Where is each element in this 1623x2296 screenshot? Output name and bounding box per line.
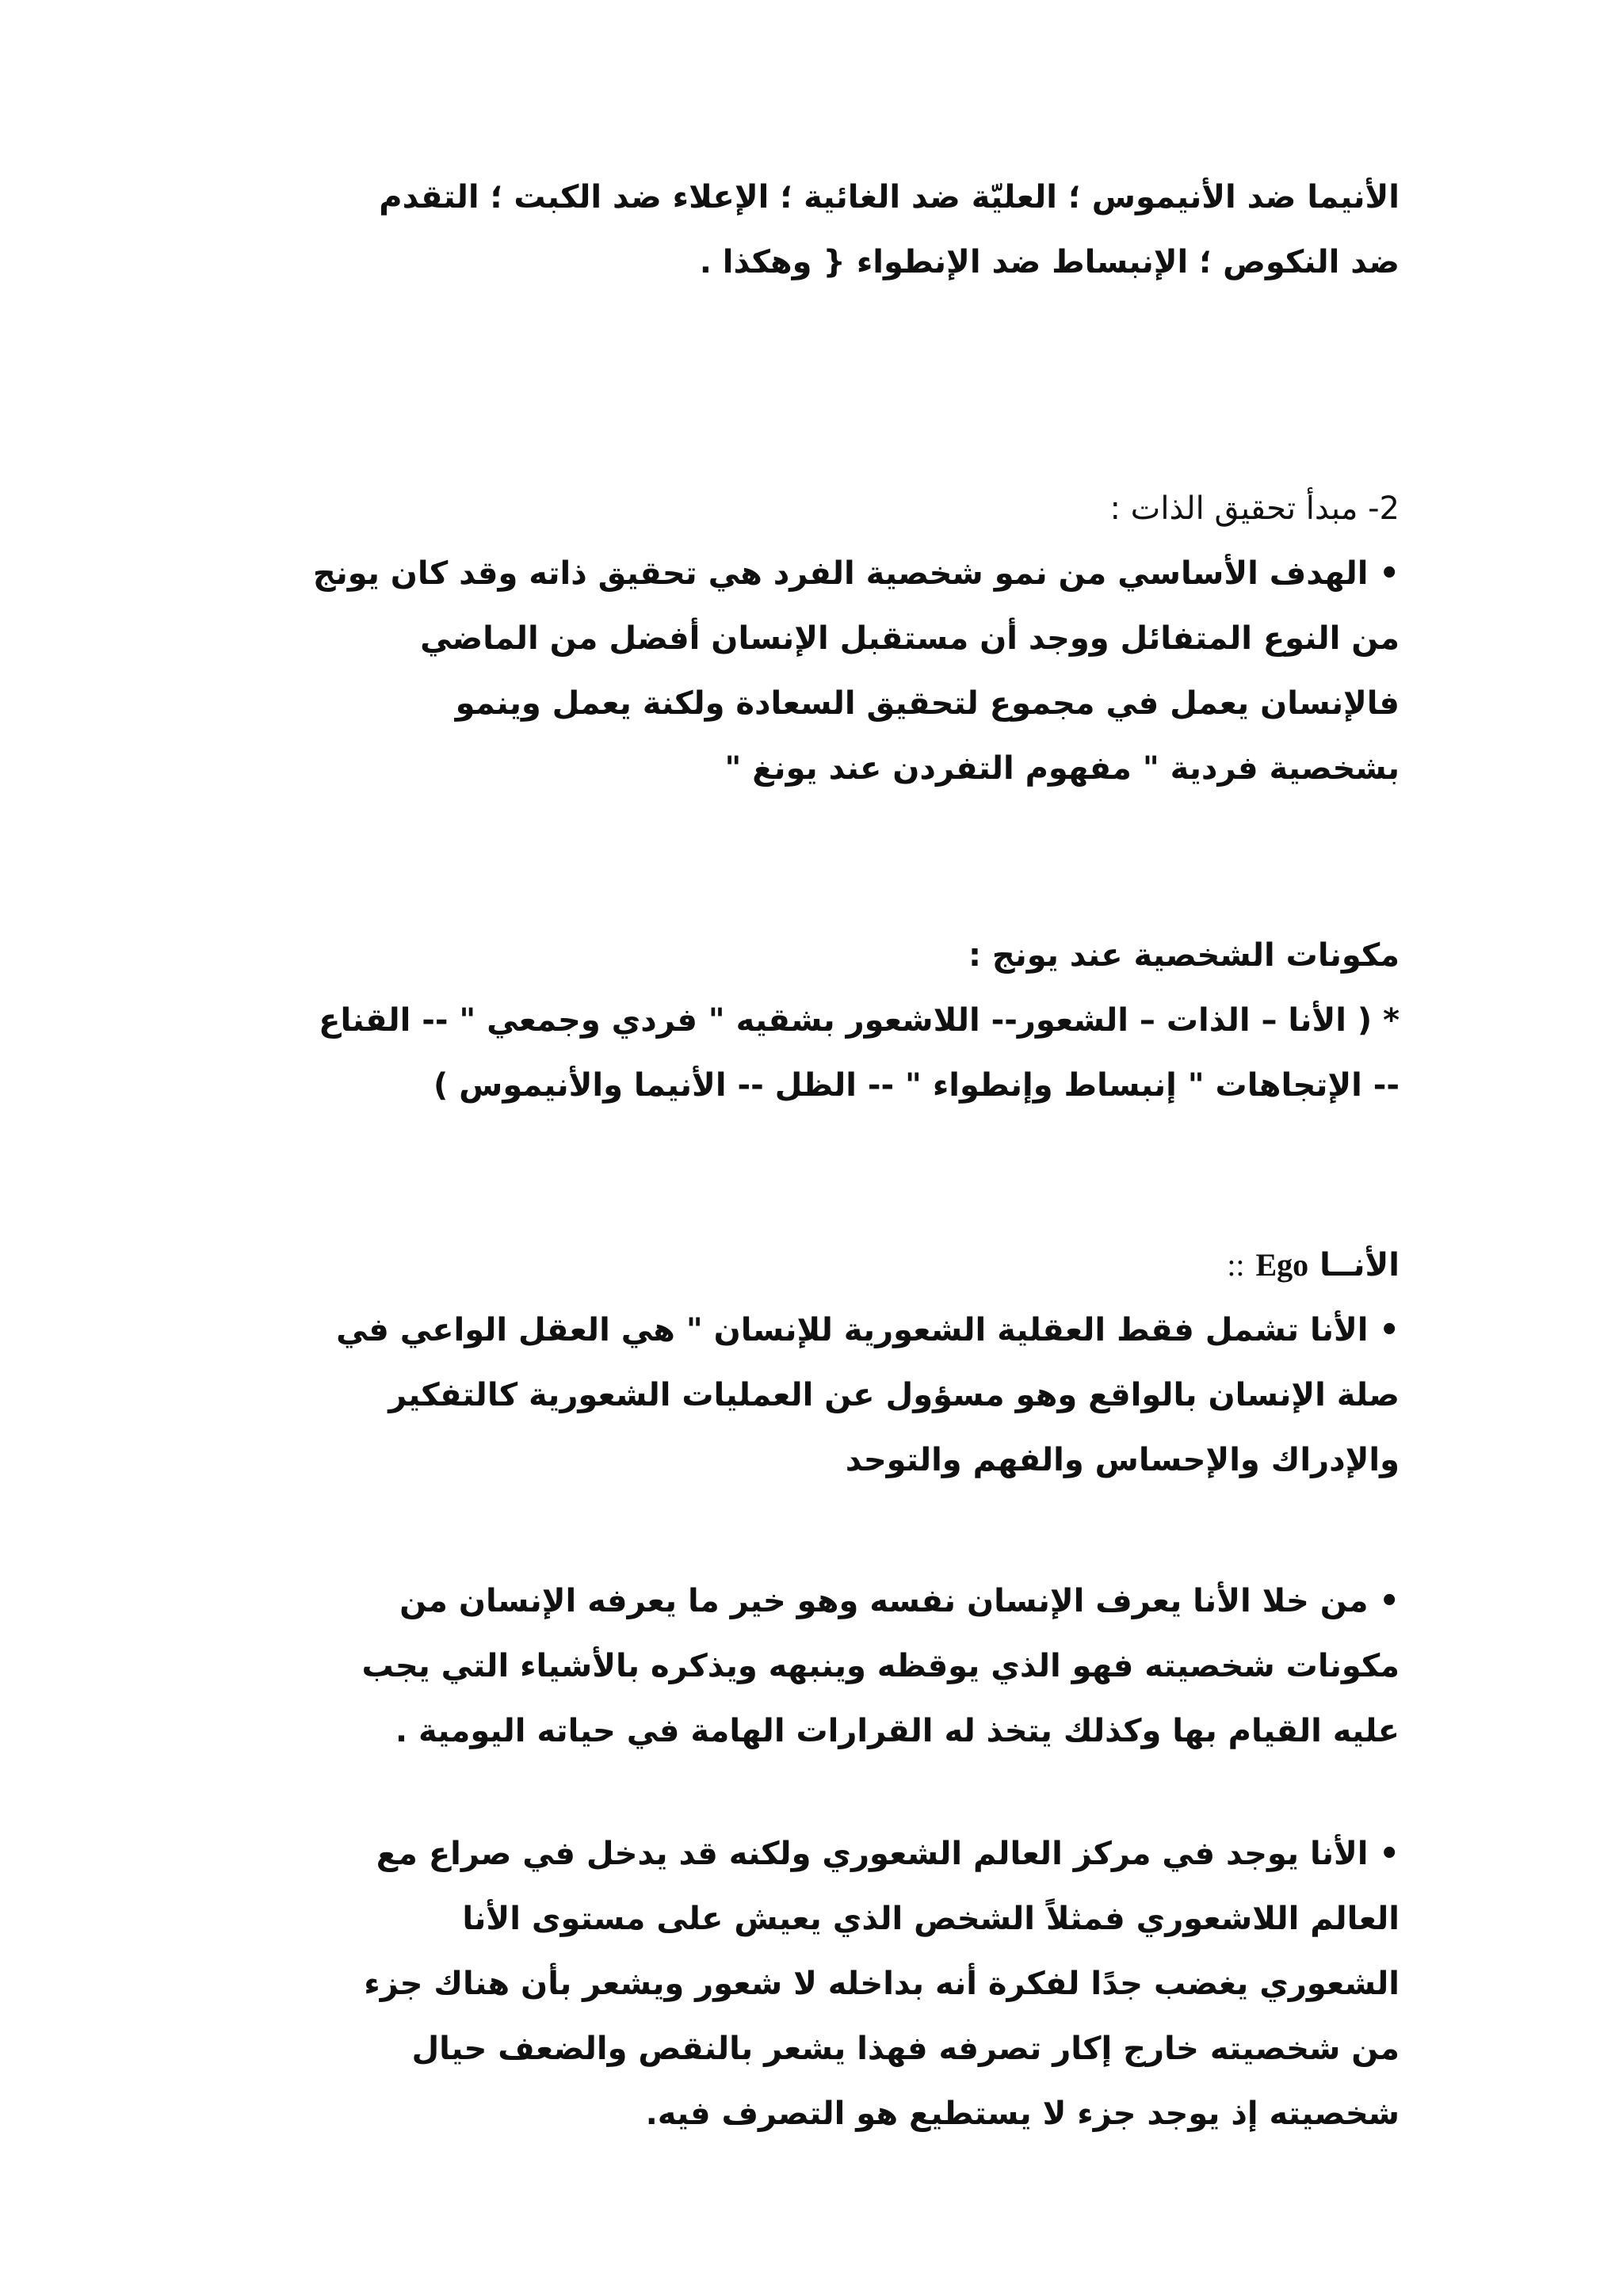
text-line: بشخصية فردية " مفهوم التفردن عند يونغ ": [724, 750, 1400, 787]
text-line: • الأنا يوجد في مركز العالم الشعوري ولكنه قد يدخل في صراع مع: [376, 1836, 1400, 1872]
intro-paragraph: [238, 165, 1400, 295]
text-line: • من خلا الأنا يعرف الإنسان نفسه وهو خير ما يعرفه الإنسان من: [399, 1583, 1400, 1619]
text-line: -- الإتجاهات " إنبساط وإنطواء " -- الظل -- الأنيما والأنيموس ): [433, 1067, 1400, 1104]
text-line: ضد النكوص ؛ الإنبساط ضد الإنطواء { وهكذا .: [699, 244, 1400, 280]
ego-paragraph-3: [238, 1821, 1400, 2146]
text-line: من النوع المتفائل ووجد أن مستقبل الإنسان أفضل من الماضي: [420, 620, 1400, 657]
ego-heading-arabic: الأنــا: [1319, 1247, 1400, 1283]
text-line: الشعوري يغضب جدًا لفكرة أنه بداخله لا شعور ويشعر بأن هناك جزء: [364, 1966, 1400, 2002]
ego-paragraph-2: [238, 1569, 1400, 1764]
text-line: صلة الإنسان بالواقع وهو مسؤول عن العمليات الشعورية كالتفكير: [388, 1377, 1400, 1413]
ego-heading: [238, 1233, 1400, 1298]
personality-components-section: [238, 923, 1400, 1118]
document-page: [238, 0, 1400, 2296]
self-realization-section: [238, 476, 1400, 801]
text-line: • الأنا تشمل فقط العقلية الشعورية للإنسان " هي العقل الواعي في: [336, 1312, 1400, 1348]
ego-heading-english: Ego: [1255, 1247, 1309, 1283]
text-line: فالإنسان يعمل في مجموع لتحقيق السعادة ولكنة يعمل وينمو: [455, 685, 1400, 722]
text-line: عليه القيام بها وكذلك يتخذ له القرارات الهامة في حياته اليومية .: [395, 1713, 1400, 1749]
text-line: • الهدف الأساسي من نمو شخصية الفرد هي تحقيق ذاته وقد كان يونج: [312, 555, 1400, 592]
text-line: مكونات شخصيته فهو الذي يوقظه وينبهه ويذكره بالأشياء التي يجب: [361, 1648, 1400, 1684]
text-line: والإدراك والإحساس والفهم والتوحد: [845, 1442, 1400, 1478]
ego-section: [238, 1233, 1400, 1493]
section-heading: مكونات الشخصية عند يونج :: [968, 937, 1400, 974]
text-line: من شخصيته خارج إكار تصرفه فهذا يشعر بالنقص والضعف حيال: [411, 2031, 1400, 2067]
ego-heading-suffix: ::: [1227, 1247, 1245, 1283]
text-line: العالم اللاشعوري فمثلاً الشخص الذي يعيش على مستوى الأنا: [462, 1901, 1400, 1937]
text-line: * ( الأنا – الذات – الشعور-- اللاشعور بشقيه " فردي وجمعي " -- القناع: [319, 1002, 1400, 1039]
text-line: شخصيته إذ يوجد جزء لا يستطيع هو التصرف فيه.: [645, 2096, 1400, 2132]
section-heading: 2- مبدأ تحقيق الذات :: [1109, 490, 1400, 527]
text-line: الأنيما ضد الأنيموس ؛ العليّة ضد الغائية ؛ الإعلاء ضد الكبت ؛ التقدم: [379, 179, 1400, 215]
